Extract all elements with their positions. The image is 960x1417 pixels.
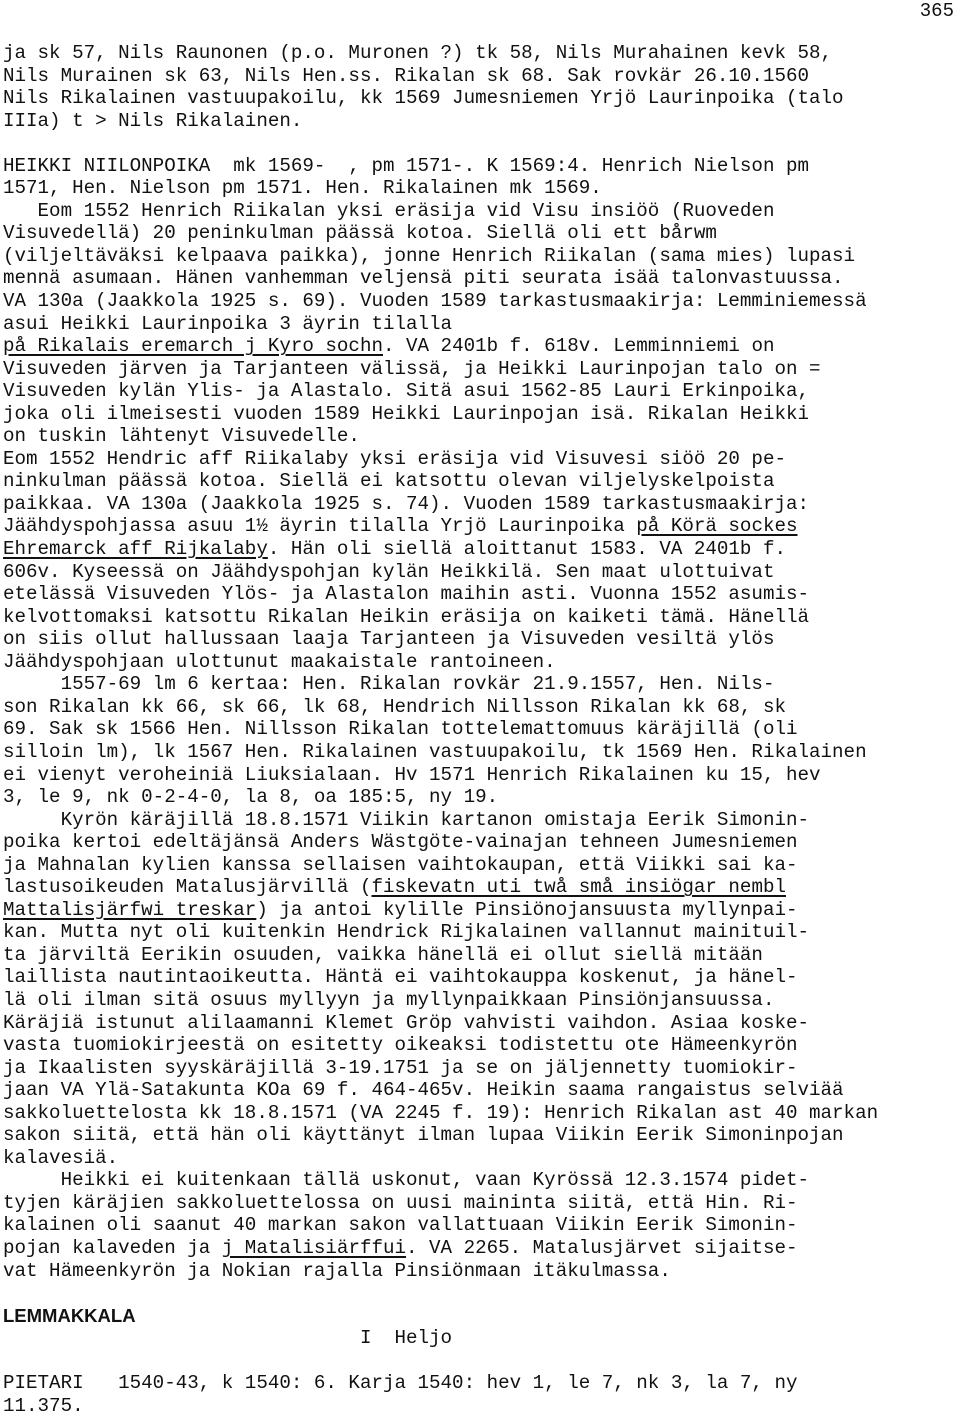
text-segment: 606v. Kyseessä on Jäähdyspohjan kylän Heikkilä. Sen maat ulottuivat xyxy=(3,560,775,583)
text-segment: asui Heikki Laurinpoika 3 äyrin tilalla xyxy=(3,312,453,335)
text-line xyxy=(3,831,957,854)
text-line xyxy=(3,1214,957,1237)
text-segment: ta järviltä Eerikin osuuden, vaikka hänellä ei ollut siellä mitään xyxy=(3,943,763,966)
text-segment: lastusoikeuden Matalusjärvillä ( xyxy=(3,876,372,899)
text-line xyxy=(3,1012,957,1035)
text-line xyxy=(3,222,957,245)
text-segment: 1571, Hen. Nielson pm 1571. Hen. Rikalainen mk 1569. xyxy=(3,177,602,200)
text-segment: on tuskin lähtenyt Visuvedelle. xyxy=(3,425,360,448)
text-segment: jaan VA Ylä-Satakunta KOa 69 f. 464-465v. Heikin saama rangaistus selviää xyxy=(3,1079,844,1102)
underlined-citation: på Rikalais eremarch j Kyro sochn xyxy=(3,335,383,358)
text-line xyxy=(3,673,957,696)
text-segment: vasta tuomiokirjeestä on esitetty oikeaksi todistettu ote Hämeenkyrön xyxy=(3,1034,798,1057)
text-line xyxy=(3,448,957,471)
text-segment: ei vienyt veroheiniä Liuksialaan. Hv 1571 Henrich Rikalainen ku 15, hev xyxy=(3,763,821,786)
text-segment: Kyrön käräjillä 18.8.1571 Viikin kartanon omistaja Eerik Simonin- xyxy=(3,808,810,831)
text-line xyxy=(3,1079,957,1102)
text-segment: ninkulman päässä kotoa. Siellä ei katsottu olevan viljelyskelpoista xyxy=(3,470,775,493)
text-line xyxy=(3,1395,957,1417)
blank-line xyxy=(3,1350,957,1373)
text-segment: (viljeltäväksi kelpaava paikka), jonne Henrich Riikalan (sama mies) lupasi xyxy=(3,244,856,267)
text-line xyxy=(3,764,957,787)
text-line xyxy=(3,989,957,1012)
text-segment: Jäähdyspohjaan ulottunut maakaistale rantoineen. xyxy=(3,650,556,673)
text-segment: laillista nautintaoikeutta. Häntä ei vaihtokauppa koskenut, ja hänel- xyxy=(3,966,798,989)
text-line xyxy=(3,470,957,493)
text-segment: mennä asumaan. Hänen vanhemman veljensä piti seurata isää talonvastuussa. xyxy=(3,267,844,290)
text-segment: lä oli ilman sitä osuus myllyyn ja myllynpaikkaan Pinsiönjansuussa. xyxy=(3,988,775,1011)
text-line xyxy=(3,335,957,358)
text-line xyxy=(3,1124,957,1147)
text-segment: ja Ikaalisten syyskäräjillä 3-19.1751 ja se on jäljennetty tuomiokir- xyxy=(3,1056,798,1079)
text-segment: poika kertoi edeltäjänsä Anders Wästgöte-vainajan tehneen Jumesniemen xyxy=(3,831,798,854)
text-segment: sakon siitä, että hän oli käyttänyt ilman lupaa Viikin Eerik Simoninpojan xyxy=(3,1124,844,1147)
text-line xyxy=(3,1102,957,1125)
document-body xyxy=(3,42,957,1417)
text-line xyxy=(3,718,957,741)
page-number: 365 xyxy=(919,0,954,22)
text-segment: Nils Murainen sk 63, Nils Hen.ss. Rikalan sk 68. Sak rovkär 26.10.1560 xyxy=(3,64,810,87)
text-segment: Eom 1552 Hendric aff Riikalaby yksi eräsija vid Visuvesi siöö 20 pe- xyxy=(3,447,786,470)
text-segment: Käräjiä istunut alilaamanni Klemet Gröp vahvisti vaihdon. Asiaa koske- xyxy=(3,1011,810,1034)
text-line xyxy=(3,606,957,629)
text-line xyxy=(3,493,957,516)
text-line xyxy=(3,1169,957,1192)
text-segment: 11.375. xyxy=(3,1394,84,1417)
text-segment: joka oli ilmeisesti vuoden 1589 Heikki Laurinpojan isä. Rikalan Heikki xyxy=(3,402,810,425)
text-line xyxy=(3,899,957,922)
text-line xyxy=(3,200,957,223)
text-segment: pojan kalaveden ja xyxy=(3,1236,222,1259)
text-segment: 1557-69 lm 6 kertaa: Hen. Rikalan rovkär 21.9.1557, Hen. Nils- xyxy=(3,673,775,696)
text-line xyxy=(3,403,957,426)
text-line xyxy=(3,538,957,561)
text-line xyxy=(3,1192,957,1215)
text-segment: HEIKKI NIILONPOIKA mk 1569- , pm 1571-. K 1569:4. Henrich Nielson pm xyxy=(3,154,810,177)
text-segment: Eom 1552 Henrich Riikalan yksi eräsija vid Visu insiöö (Ruoveden xyxy=(3,199,775,222)
underlined-citation: Mattalisjärfwi treskar xyxy=(3,898,257,921)
text-segment: ja Mahnalan kylien kanssa sellaisen vaihtokaupan, että Viikki sai ka- xyxy=(3,853,798,876)
text-segment: son Rikalan kk 66, sk 66, lk 68, Hendrich Nillsson Rikalan kk 68, sk xyxy=(3,695,786,718)
text-segment: . VA 2265. Matalusjärvet sijaitse- xyxy=(406,1236,798,1259)
text-segment: Visuveden kylän Ylis- ja Alastalo. Sitä asui 1562-85 Lauri Erkinpoika, xyxy=(3,380,810,403)
text-line xyxy=(3,110,957,133)
text-segment: paikkaa. VA 130a (Jaakkola 1925 s. 74). Vuoden 1589 tarkastusmaakirja: xyxy=(3,492,810,515)
text-line xyxy=(3,267,957,290)
section-heading xyxy=(3,1305,957,1328)
text-segment: tyjen käräjien sakkoluettelossa on uusi maininta siitä, että Hin. Ri- xyxy=(3,1191,798,1214)
text-segment: . VA 2401b f. 618v. Lemminniemi on xyxy=(382,335,775,358)
text-line xyxy=(3,177,957,200)
text-segment: Visuveden järven ja Tarjanteen välissä, ja Heikki Laurinpojan talo on = xyxy=(3,357,821,380)
text-segment: PIETARI 1540-43, k 1540: 6. Karja 1540: hev 1, le 7, nk 3, la 7, ny xyxy=(3,1372,798,1395)
text-segment: LEMMAKKALA xyxy=(3,1304,136,1326)
text-line xyxy=(3,358,957,381)
text-line xyxy=(3,1327,957,1350)
text-line xyxy=(3,65,957,88)
text-line xyxy=(3,290,957,313)
text-segment: Nils Rikalainen vastuupakoilu, kk 1569 Jumesniemen Yrjö Laurinpoika (talo xyxy=(3,87,844,110)
text-line xyxy=(3,561,957,584)
text-line xyxy=(3,741,957,764)
text-line xyxy=(3,155,957,178)
text-line xyxy=(3,854,957,877)
text-segment: I Heljo xyxy=(3,1327,453,1350)
text-segment: vat Hämeenkyrön ja Nokian rajalla Pinsiönmaan itäkulmassa. xyxy=(3,1259,671,1282)
text-line xyxy=(3,628,957,651)
text-segment: silloin lm), lk 1567 Hen. Rikalainen vastuupakoilu, tk 1569 Hen. Rikalainen xyxy=(3,740,867,763)
text-line xyxy=(3,87,957,110)
text-segment: 3, le 9, nk 0-2-4-0, la 8, oa 185:5, ny 19. xyxy=(3,786,499,809)
text-line xyxy=(3,921,957,944)
text-line xyxy=(3,696,957,719)
text-line xyxy=(3,1147,957,1170)
text-segment: Heikki ei kuitenkaan tällä uskonut, vaan Kyrössä 12.3.1574 pidet- xyxy=(3,1169,810,1192)
text-line xyxy=(3,313,957,336)
text-segment: sakkoluettelosta kk 18.8.1571 (VA 2245 f. 19): Henrich Rikalan ast 40 markan xyxy=(3,1101,879,1124)
text-line xyxy=(3,245,957,268)
text-line xyxy=(3,786,957,809)
blank-line xyxy=(3,1282,957,1305)
text-segment: kalainen oli saanut 40 markan sakon vallattuaan Viikin Eerik Simonin- xyxy=(3,1214,798,1237)
text-segment: kalavesiä. xyxy=(3,1146,119,1169)
text-line xyxy=(3,1034,957,1057)
text-line xyxy=(3,809,957,832)
text-line xyxy=(3,1237,957,1260)
text-line xyxy=(3,1057,957,1080)
text-line xyxy=(3,515,957,538)
text-segment: kelvottomaksi katsottu Rikalan Heikin eräsija on kaiketi tämä. Hänellä xyxy=(3,605,810,628)
text-line xyxy=(3,1372,957,1395)
text-segment: VA 130a (Jaakkola 1925 s. 69). Vuoden 1589 tarkastusmaakirja: Lemminiemessä xyxy=(3,290,867,313)
text-line xyxy=(3,380,957,403)
underlined-citation: j Matalisiärffui xyxy=(221,1236,407,1259)
text-segment: . Hän oli siellä aloittanut 1583. VA 2401b f. xyxy=(267,538,786,561)
underlined-citation: på Körä sockes xyxy=(636,515,798,538)
text-segment: Jäähdyspohjassa asuu 1½ äyrin tilalla Yrjö Laurinpoika xyxy=(3,515,637,538)
text-segment: etelässä Visuveden Ylös- ja Alastalon maihin asti. Vuonna 1552 asumis- xyxy=(3,583,810,606)
text-segment: ) ja antoi kylille Pinsiönojansuusta myllynpai- xyxy=(256,898,798,921)
text-line xyxy=(3,876,957,899)
underlined-citation: Ehremarck aff Rijkalaby xyxy=(3,538,268,561)
underlined-citation: fiskevatn uti twå små insiögar nembl xyxy=(371,876,786,899)
text-line xyxy=(3,583,957,606)
text-line xyxy=(3,966,957,989)
text-segment: Visuvedellä) 20 peninkulman päässä kotoa. Siellä oli ett bårwm xyxy=(3,222,717,245)
text-segment: on siis ollut hallussaan laaja Tarjanteen ja Visuveden vesiltä ylös xyxy=(3,628,775,651)
text-line xyxy=(3,425,957,448)
text-segment: ja sk 57, Nils Raunonen (p.o. Muronen ?) tk 58, Nils Murahainen kevk 58, xyxy=(3,42,833,64)
blank-line xyxy=(3,132,957,155)
text-line xyxy=(3,944,957,967)
text-line xyxy=(3,1260,957,1283)
text-segment: kan. Mutta nyt oli kuitenkin Hendrick Rijkalainen vallannut mainituil- xyxy=(3,921,810,944)
text-segment: IIIa) t > Nils Rikalainen. xyxy=(3,109,303,132)
text-segment: 69. Sak sk 1566 Hen. Nillsson Rikalan tottelemattomuus käräjillä (oli xyxy=(3,718,798,741)
text-line xyxy=(3,651,957,674)
text-line xyxy=(3,42,957,65)
